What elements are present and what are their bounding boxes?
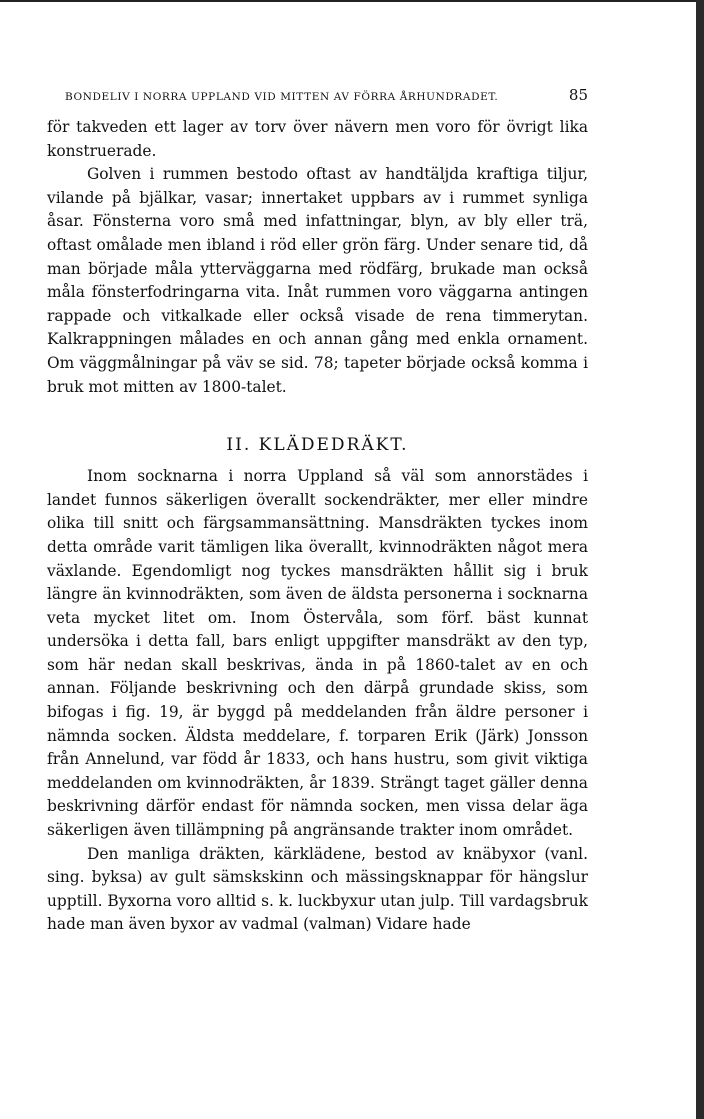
running-header [65, 86, 588, 116]
paragraph-male-costume: Den manliga dräkten, kärklädene, bestod av knäbyxor (vanl. sing. byksa) av gult sämskskinn och mässingsknappar för hängslur upptill. Byxorna voro alltid s. k. luckbyxur utan julp. Till vardagsbruk hade man även byxor av vadmal (valman) Vidare hade [47, 844, 588, 934]
running-title: BONDELIV I NORRA UPPLAND VID MITTEN AV FÖRRA ÅRHUNDRADET. [65, 91, 499, 103]
page-number: 85 [568, 86, 588, 104]
paragraph-parish-costumes: Inom socknarna i norra Uppland så väl som annorstädes i landet funnos säkerligen överallt sockendräkter, mer eller mindre olika till snitt och färgsammansättning. Mansdräkten tyckes inom detta område varit tämligen lika överallt, kvinnodräkten något mera växlande. Egendomligt nog tyckes mansdräkten hållit sig i bruk längre än kvinnodräkten, som även de äldsta personerna i socknarna veta mycket litet om. Inom Östervåla, som förf. bäst kunnat undersöka i detta fall, bars enligt uppgifter mansdräkt av den typ, som här nedan skall beskrivas, ända in på 1860-talet av en och annan. Följande beskrivning och den därpå grundade skiss, som bifogas i fig. 19, är byggd på meddelanden från äldre personer i nämnda socken. Äldsta meddelare, f. torparen Erik (Järk) Jonsson från Annelund, var född år 1833, och hans hustru, som givit viktiga meddelanden om kvinnodräkten, år 1839. Strängt taget gäller denna beskrivning därför endast för nämnda socken, men vissa delar äga säkerligen även tillämpning på angränsande trakter inom området. [47, 467, 588, 840]
section-title: II. KLÄDEDRÄKT. [226, 435, 409, 456]
scan-edge-top [0, 0, 704, 2]
paragraph-roof-construction: för takveden ett lager av torv över nävern men voro för övrigt lika konstruerade. [47, 118, 588, 160]
book-page [47, 86, 588, 937]
paragraph-floors-windows: Golven i rummen bestodo oftast av handtäljda kraftiga tiljur, vilande på bjälkar, vasar; innertaket uppbars av i rummet synliga åsar. Fönsterna voro små med infattningar, blyn, av bly eller trä, oftast omålade men ibland i röd eller grön färg. Under senare tid, då man började måla ytterväggarna med rödfärg, brukade man också måla fönsterfodringarna vita. Inåt rummen voro väggarna antingen rappade och vitkalkade eller också visade de rena timmerytan. Kalkrappningen målades en och annan gång med enkla ornament. Om väggmålningar på väv se sid. 78; tapeter började också komma i bruk mot mitten av 1800-talet. [47, 165, 588, 396]
scan-edge-right [696, 0, 704, 1119]
